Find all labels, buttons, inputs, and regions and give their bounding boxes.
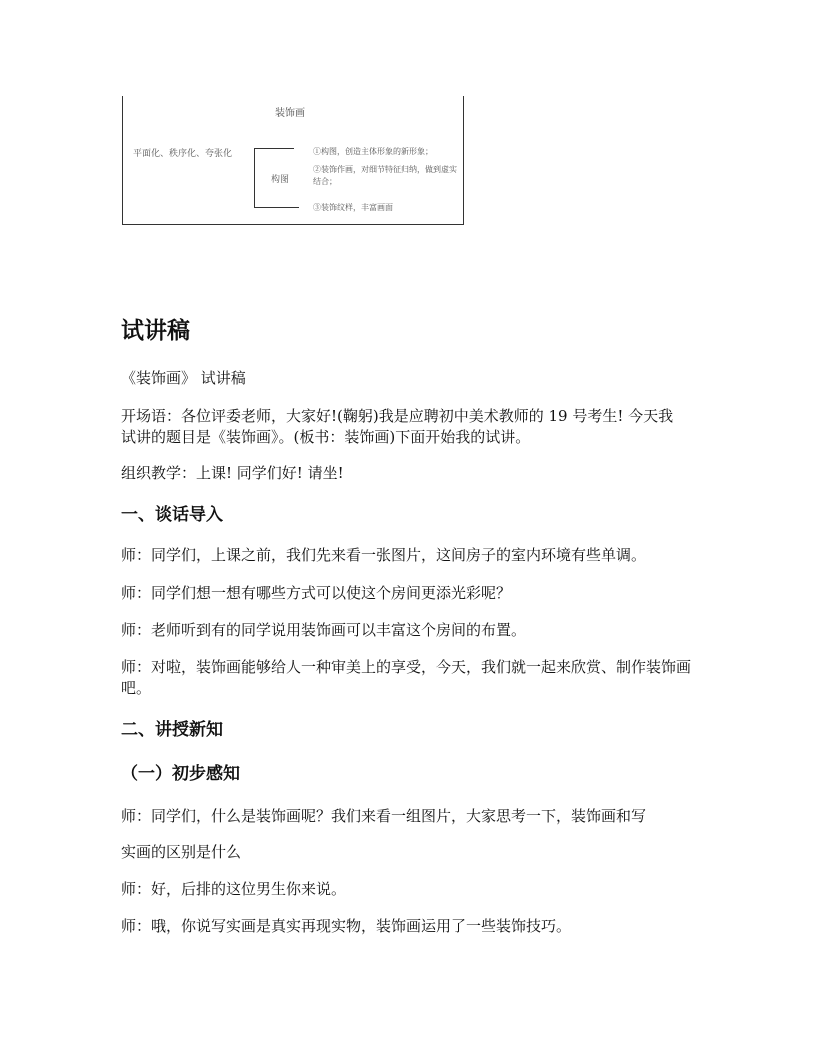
section-2-paragraph-2: 师：好，后排的这位男生你来说。 bbox=[121, 880, 347, 898]
section-2-paragraph-1a: 师：同学们，什么是装饰画呢？我们来看一组图片，大家思考一下，装饰画和写 bbox=[121, 807, 647, 825]
board-step-3: ③装饰纹样，丰富画面 bbox=[313, 203, 393, 212]
section-1-paragraph-2: 师：同学们想一想有哪些方式可以使这个房间更添光彩呢？ bbox=[121, 584, 512, 602]
blackboard-sketch bbox=[122, 96, 464, 225]
board-bracket-bottom bbox=[254, 207, 299, 208]
board-step-2: ②装饰作画，对细节特征归纳，做到虚实结合； bbox=[313, 165, 457, 186]
page-title: 试讲稿 bbox=[121, 318, 190, 344]
section-2-paragraph-3: 师：哦，你说写实画是真实再现实物，装饰画运用了一些装饰技巧。 bbox=[121, 917, 572, 935]
section-1-paragraph-3: 师：老师听到有的同学说用装饰画可以丰富这个房间的布置。 bbox=[121, 621, 527, 639]
board-bracket-line bbox=[254, 148, 255, 208]
organize-paragraph: 组织教学：上课! 同学们好! 请坐! bbox=[121, 464, 344, 482]
board-middle-note: 构图 bbox=[271, 175, 290, 185]
board-step-1: ①构图，创造主体形象的新形象； bbox=[313, 147, 433, 156]
document-subtitle: 《装饰画》 试讲稿 bbox=[121, 369, 246, 387]
section-1-title: 一、谈话导入 bbox=[121, 505, 223, 525]
section-2-title: 二、讲授新知 bbox=[121, 720, 223, 740]
opening-paragraph: 开场语：各位评委老师，大家好!(鞠躬)我是应聘初中美术教师的 19 号考生! 今天我试讲的题目是《装饰画》。(板书：装饰画)下面开始我的试讲。 bbox=[121, 407, 674, 446]
section-2-paragraph-1b: 实画的区别是什么 bbox=[121, 843, 242, 861]
board-bracket-top bbox=[254, 148, 294, 149]
section-1-paragraph-1: 师：同学们，上课之前，我们先来看一张图片，这间房子的室内环境有些单调。 bbox=[121, 546, 647, 564]
section-2-subtitle: （一）初步感知 bbox=[121, 764, 240, 784]
board-title: 装饰画 bbox=[275, 108, 305, 119]
board-left-note: 平面化、秩序化、夸张化 bbox=[133, 149, 233, 159]
section-1-paragraph-4: 师：对啦，装饰画能够给人一种审美上的享受，今天，我们就一起来欣赏、制作装饰画吧。 bbox=[121, 658, 692, 697]
